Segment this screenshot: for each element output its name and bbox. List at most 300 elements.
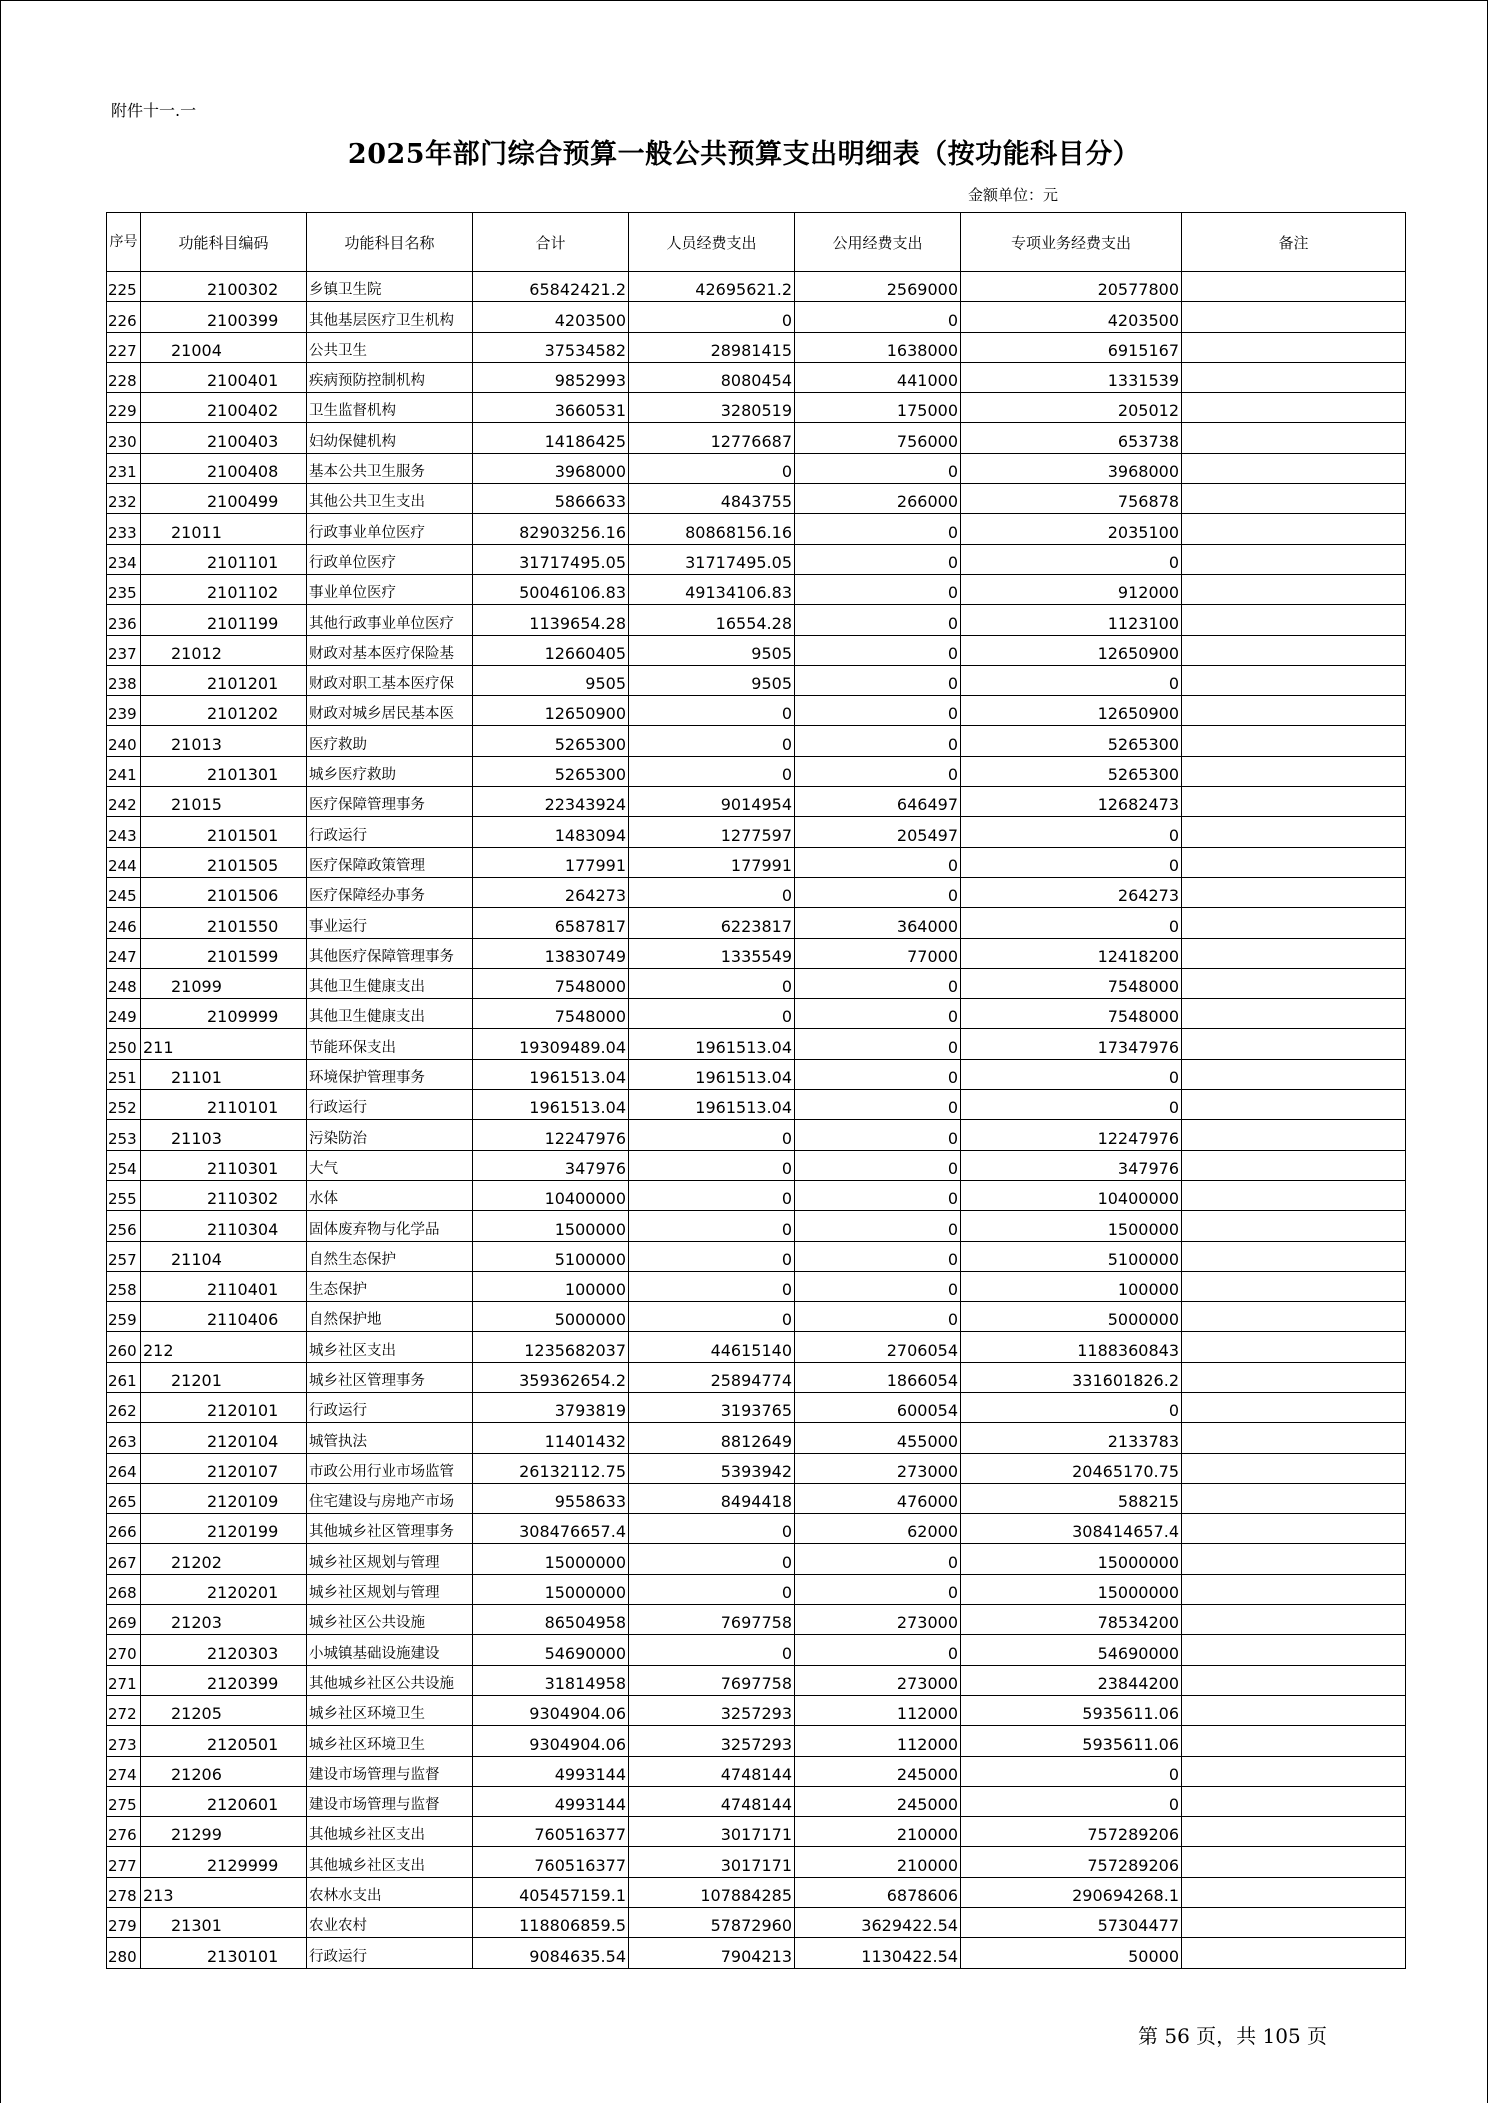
table-row <box>107 1150 1406 1180</box>
cell-code <box>141 605 307 635</box>
cell-seq: 240 <box>107 726 141 756</box>
cell-public: 0 <box>795 302 961 332</box>
cell-seq: 233 <box>107 514 141 544</box>
cell-name: 其他城乡社区管理事务 <box>307 1514 473 1544</box>
cell-special: 264273 <box>961 877 1182 907</box>
code-text: 2110301 <box>207 1158 279 1178</box>
cell-seq: 237 <box>107 635 141 665</box>
cell-special: 12650900 <box>961 635 1182 665</box>
header-special: 专项业务经费支出 <box>961 213 1182 272</box>
cell-total: 14186425 <box>473 423 629 453</box>
cell-personnel: 0 <box>629 1180 795 1210</box>
cell-public: 0 <box>795 1241 961 1271</box>
cell-personnel: 3257293 <box>629 1726 795 1756</box>
cell-personnel: 0 <box>629 1211 795 1241</box>
cell-name: 城乡社区管理事务 <box>307 1362 473 1392</box>
table-row <box>107 1302 1406 1332</box>
cell-public: 112000 <box>795 1695 961 1725</box>
cell-public: 0 <box>795 605 961 635</box>
cell-personnel: 4748144 <box>629 1786 795 1816</box>
cell-personnel: 16554.28 <box>629 605 795 635</box>
cell-personnel: 1961513.04 <box>629 1059 795 1089</box>
cell-name: 城乡社区环境卫生 <box>307 1726 473 1756</box>
code-text: 21203 <box>171 1613 222 1633</box>
cell-personnel: 42695621.2 <box>629 272 795 302</box>
cell-personnel: 1961513.04 <box>629 1029 795 1059</box>
cell-code <box>141 1150 307 1180</box>
cell-remark <box>1182 1059 1406 1089</box>
cell-code <box>141 877 307 907</box>
cell-seq: 227 <box>107 332 141 362</box>
table-row <box>107 1574 1406 1604</box>
cell-remark <box>1182 696 1406 726</box>
cell-name: 行政运行 <box>307 1938 473 1968</box>
cell-special: 6915167 <box>961 332 1182 362</box>
code-text: 21099 <box>171 977 222 997</box>
cell-seq: 257 <box>107 1241 141 1271</box>
cell-personnel: 0 <box>629 1544 795 1574</box>
cell-total: 15000000 <box>473 1544 629 1574</box>
cell-special: 5935611.06 <box>961 1726 1182 1756</box>
cell-remark <box>1182 1574 1406 1604</box>
table-row <box>107 696 1406 726</box>
cell-total: 308476657.4 <box>473 1514 629 1544</box>
cell-public: 0 <box>795 847 961 877</box>
cell-special: 347976 <box>961 1150 1182 1180</box>
cell-personnel: 57872960 <box>629 1908 795 1938</box>
cell-public: 0 <box>795 1120 961 1150</box>
cell-remark <box>1182 1423 1406 1453</box>
cell-name: 农林水支出 <box>307 1877 473 1907</box>
table-row <box>107 1241 1406 1271</box>
cell-remark <box>1182 302 1406 332</box>
code-text: 2100499 <box>207 492 279 512</box>
cell-personnel: 0 <box>629 1635 795 1665</box>
code-text: 2120201 <box>207 1583 279 1603</box>
cell-total: 26132112.75 <box>473 1453 629 1483</box>
cell-name: 行政运行 <box>307 817 473 847</box>
code-text: 2101550 <box>207 916 279 936</box>
cell-total: 4993144 <box>473 1786 629 1816</box>
table-row <box>107 272 1406 302</box>
code-text: 2120199 <box>207 1522 279 1542</box>
cell-code <box>141 1514 307 1544</box>
cell-total: 100000 <box>473 1271 629 1301</box>
cell-public: 0 <box>795 1271 961 1301</box>
cell-special: 2133783 <box>961 1423 1182 1453</box>
code-text: 2110302 <box>207 1189 279 1209</box>
cell-seq: 272 <box>107 1695 141 1725</box>
cell-seq: 261 <box>107 1362 141 1392</box>
cell-total: 5866633 <box>473 484 629 514</box>
cell-total: 264273 <box>473 877 629 907</box>
cell-seq: 241 <box>107 756 141 786</box>
cell-remark <box>1182 1605 1406 1635</box>
cell-name: 自然生态保护 <box>307 1241 473 1271</box>
cell-public: 266000 <box>795 484 961 514</box>
cell-total: 9304904.06 <box>473 1726 629 1756</box>
page-title: 2025年部门综合预算一般公共预算支出明细表（按功能科目分） <box>347 139 1141 170</box>
cell-personnel: 0 <box>629 1120 795 1150</box>
cell-name: 财政对基本医疗保险基 <box>307 635 473 665</box>
cell-total: 1139654.28 <box>473 605 629 635</box>
cell-public: 646497 <box>795 787 961 817</box>
cell-seq: 278 <box>107 1877 141 1907</box>
cell-public: 476000 <box>795 1483 961 1513</box>
cell-code <box>141 423 307 453</box>
cell-special: 5265300 <box>961 726 1182 756</box>
cell-remark <box>1182 908 1406 938</box>
code-text: 2120101 <box>207 1401 279 1421</box>
cell-seq: 277 <box>107 1847 141 1877</box>
code-text: 2101202 <box>207 704 279 724</box>
cell-seq: 273 <box>107 1726 141 1756</box>
cell-personnel: 0 <box>629 696 795 726</box>
cell-special: 5265300 <box>961 756 1182 786</box>
cell-public: 1866054 <box>795 1362 961 1392</box>
cell-code <box>141 1665 307 1695</box>
cell-special: 10400000 <box>961 1180 1182 1210</box>
table-row <box>107 1180 1406 1210</box>
cell-public: 756000 <box>795 423 961 453</box>
cell-public: 0 <box>795 1090 961 1120</box>
cell-personnel: 0 <box>629 756 795 786</box>
code-text: 2100401 <box>207 371 279 391</box>
cell-seq: 267 <box>107 1544 141 1574</box>
cell-name: 建设市场管理与监督 <box>307 1756 473 1786</box>
cell-special: 0 <box>961 1059 1182 1089</box>
cell-remark <box>1182 332 1406 362</box>
cell-total: 3793819 <box>473 1392 629 1422</box>
table-body <box>107 272 1406 1969</box>
cell-code <box>141 362 307 392</box>
cell-special: 0 <box>961 1786 1182 1816</box>
cell-name: 环境保护管理事务 <box>307 1059 473 1089</box>
code-text: 2101506 <box>207 886 279 906</box>
cell-special: 0 <box>961 908 1182 938</box>
cell-seq: 280 <box>107 1938 141 1968</box>
cell-total: 5100000 <box>473 1241 629 1271</box>
cell-code <box>141 1029 307 1059</box>
code-text: 2110406 <box>207 1310 279 1330</box>
code-text: 2120399 <box>207 1673 279 1693</box>
cell-code <box>141 514 307 544</box>
cell-code <box>141 1938 307 1968</box>
cell-code <box>141 1635 307 1665</box>
cell-seq: 234 <box>107 544 141 574</box>
cell-public: 0 <box>795 968 961 998</box>
code-text: 2120303 <box>207 1643 279 1663</box>
cell-name: 其他卫生健康支出 <box>307 968 473 998</box>
cell-remark <box>1182 1756 1406 1786</box>
cell-public: 273000 <box>795 1605 961 1635</box>
cell-code <box>141 484 307 514</box>
cell-personnel: 177991 <box>629 847 795 877</box>
cell-seq: 239 <box>107 696 141 726</box>
cell-code <box>141 756 307 786</box>
cell-total: 13830749 <box>473 938 629 968</box>
cell-special: 5100000 <box>961 1241 1182 1271</box>
code-text: 2101201 <box>207 674 279 694</box>
cell-name: 建设市场管理与监督 <box>307 1786 473 1816</box>
table-row <box>107 544 1406 574</box>
cell-remark <box>1182 1908 1406 1938</box>
code-text: 21103 <box>171 1128 222 1148</box>
cell-total: 405457159.1 <box>473 1877 629 1907</box>
cell-special: 12418200 <box>961 938 1182 968</box>
cell-special: 5000000 <box>961 1302 1182 1332</box>
cell-personnel: 25894774 <box>629 1362 795 1392</box>
table-row <box>107 1332 1406 1362</box>
cell-personnel: 4748144 <box>629 1756 795 1786</box>
cell-code <box>141 1302 307 1332</box>
cell-code <box>141 544 307 574</box>
cell-total: 15000000 <box>473 1574 629 1604</box>
code-text: 2100302 <box>207 280 279 300</box>
cell-code <box>141 1423 307 1453</box>
table-row <box>107 514 1406 544</box>
cell-special: 331601826.2 <box>961 1362 1182 1392</box>
code-text: 211 <box>143 1037 174 1057</box>
cell-code <box>141 1726 307 1756</box>
cell-remark <box>1182 1180 1406 1210</box>
cell-personnel: 4843755 <box>629 484 795 514</box>
cell-code <box>141 1786 307 1816</box>
cell-code <box>141 1211 307 1241</box>
code-text: 2129999 <box>207 1855 279 1875</box>
cell-seq: 269 <box>107 1605 141 1635</box>
cell-remark <box>1182 574 1406 604</box>
cell-personnel: 12776687 <box>629 423 795 453</box>
cell-code <box>141 1847 307 1877</box>
code-text: 2120107 <box>207 1461 279 1481</box>
table-row <box>107 787 1406 817</box>
cell-seq: 245 <box>107 877 141 907</box>
cell-remark <box>1182 1938 1406 1968</box>
cell-special: 7548000 <box>961 999 1182 1029</box>
cell-personnel: 28981415 <box>629 332 795 362</box>
code-text: 21202 <box>171 1552 222 1572</box>
cell-name: 固体废弃物与化学品 <box>307 1211 473 1241</box>
cell-name: 住宅建设与房地产市场 <box>307 1483 473 1513</box>
cell-special: 12247976 <box>961 1120 1182 1150</box>
code-text: 2100399 <box>207 310 279 330</box>
cell-remark <box>1182 1332 1406 1362</box>
cell-total: 12650900 <box>473 696 629 726</box>
cell-special: 757289206 <box>961 1847 1182 1877</box>
cell-seq: 258 <box>107 1271 141 1301</box>
cell-code <box>141 1605 307 1635</box>
cell-code <box>141 393 307 423</box>
cell-code <box>141 1544 307 1574</box>
table-row <box>107 1453 1406 1483</box>
table-row <box>107 1392 1406 1422</box>
cell-special: 0 <box>961 665 1182 695</box>
cell-remark <box>1182 665 1406 695</box>
table-header-row <box>107 213 1406 272</box>
cell-public: 0 <box>795 1302 961 1332</box>
cell-code <box>141 1695 307 1725</box>
cell-total: 5000000 <box>473 1302 629 1332</box>
cell-code <box>141 332 307 362</box>
code-text: 2110101 <box>207 1098 279 1118</box>
cell-code <box>141 574 307 604</box>
table-row <box>107 968 1406 998</box>
cell-seq: 242 <box>107 787 141 817</box>
cell-personnel: 8812649 <box>629 1423 795 1453</box>
cell-public: 205497 <box>795 817 961 847</box>
table-row <box>107 1635 1406 1665</box>
table-row <box>107 605 1406 635</box>
cell-total: 22343924 <box>473 787 629 817</box>
cell-name: 城管执法 <box>307 1423 473 1453</box>
cell-special: 15000000 <box>961 1544 1182 1574</box>
cell-special: 757289206 <box>961 1817 1182 1847</box>
cell-personnel: 3017171 <box>629 1817 795 1847</box>
cell-public: 0 <box>795 453 961 483</box>
cell-code <box>141 1392 307 1422</box>
cell-remark <box>1182 1362 1406 1392</box>
cell-seq: 264 <box>107 1453 141 1483</box>
table-row <box>107 1483 1406 1513</box>
cell-public: 0 <box>795 999 961 1029</box>
code-text: 21205 <box>171 1704 222 1724</box>
cell-personnel: 7697758 <box>629 1665 795 1695</box>
cell-remark <box>1182 1029 1406 1059</box>
cell-remark <box>1182 938 1406 968</box>
cell-special: 2035100 <box>961 514 1182 544</box>
cell-seq: 226 <box>107 302 141 332</box>
cell-public: 441000 <box>795 362 961 392</box>
cell-code <box>141 1120 307 1150</box>
cell-special: 20465170.75 <box>961 1453 1182 1483</box>
cell-seq: 243 <box>107 817 141 847</box>
cell-total: 347976 <box>473 1150 629 1180</box>
cell-seq: 259 <box>107 1302 141 1332</box>
cell-seq: 263 <box>107 1423 141 1453</box>
cell-personnel: 0 <box>629 1241 795 1271</box>
cell-public: 0 <box>795 574 961 604</box>
cell-remark <box>1182 1150 1406 1180</box>
table-row <box>107 877 1406 907</box>
table-row <box>107 1605 1406 1635</box>
cell-public: 0 <box>795 1029 961 1059</box>
cell-public: 0 <box>795 1150 961 1180</box>
cell-public: 0 <box>795 635 961 665</box>
code-text: 2130101 <box>207 1946 279 1966</box>
budget-table <box>106 212 1406 1969</box>
cell-special: 4203500 <box>961 302 1182 332</box>
cell-remark <box>1182 877 1406 907</box>
cell-total: 9084635.54 <box>473 1938 629 1968</box>
cell-total: 7548000 <box>473 999 629 1029</box>
cell-remark <box>1182 1877 1406 1907</box>
cell-name: 城乡社区规划与管理 <box>307 1544 473 1574</box>
cell-total: 50046106.83 <box>473 574 629 604</box>
cell-code <box>141 908 307 938</box>
code-text: 2100403 <box>207 431 279 451</box>
table-row <box>107 1029 1406 1059</box>
budget-table-wrapper <box>106 212 1406 1969</box>
cell-special: 308414657.4 <box>961 1514 1182 1544</box>
cell-remark <box>1182 999 1406 1029</box>
cell-special: 1331539 <box>961 362 1182 392</box>
cell-code <box>141 1908 307 1938</box>
cell-public: 6878606 <box>795 1877 961 1907</box>
cell-total: 65842421.2 <box>473 272 629 302</box>
table-row <box>107 574 1406 604</box>
cell-name: 节能环保支出 <box>307 1029 473 1059</box>
cell-personnel: 0 <box>629 1574 795 1604</box>
cell-personnel: 5393942 <box>629 1453 795 1483</box>
cell-total: 11401432 <box>473 1423 629 1453</box>
cell-name: 其他基层医疗卫生机构 <box>307 302 473 332</box>
cell-seq: 268 <box>107 1574 141 1604</box>
cell-personnel: 1335549 <box>629 938 795 968</box>
cell-remark <box>1182 1090 1406 1120</box>
cell-seq: 231 <box>107 453 141 483</box>
cell-personnel: 8080454 <box>629 362 795 392</box>
cell-name: 城乡社区环境卫生 <box>307 1695 473 1725</box>
cell-public: 210000 <box>795 1847 961 1877</box>
cell-remark <box>1182 787 1406 817</box>
cell-remark <box>1182 1241 1406 1271</box>
table-row <box>107 1938 1406 1968</box>
cell-total: 3968000 <box>473 453 629 483</box>
cell-total: 12660405 <box>473 635 629 665</box>
cell-name: 行政单位医疗 <box>307 544 473 574</box>
cell-total: 86504958 <box>473 1605 629 1635</box>
cell-name: 财政对城乡居民基本医 <box>307 696 473 726</box>
cell-personnel: 0 <box>629 726 795 756</box>
cell-code <box>141 1483 307 1513</box>
cell-remark <box>1182 544 1406 574</box>
cell-personnel: 44615140 <box>629 1332 795 1362</box>
code-text: 213 <box>143 1886 174 1906</box>
code-text: 2101199 <box>207 613 279 633</box>
header-seq: 序号 <box>107 213 141 272</box>
cell-seq: 255 <box>107 1180 141 1210</box>
cell-remark <box>1182 817 1406 847</box>
cell-public: 600054 <box>795 1392 961 1422</box>
header-total: 合计 <box>473 213 629 272</box>
cell-seq: 254 <box>107 1150 141 1180</box>
cell-special: 653738 <box>961 423 1182 453</box>
cell-seq: 246 <box>107 908 141 938</box>
cell-name: 疾病预防控制机构 <box>307 362 473 392</box>
cell-special: 100000 <box>961 1271 1182 1301</box>
cell-special: 205012 <box>961 393 1182 423</box>
cell-code <box>141 635 307 665</box>
cell-special: 912000 <box>961 574 1182 604</box>
cell-seq: 249 <box>107 999 141 1029</box>
cell-personnel: 7904213 <box>629 1938 795 1968</box>
code-text: 212 <box>143 1340 174 1360</box>
cell-remark <box>1182 1271 1406 1301</box>
cell-name: 水体 <box>307 1180 473 1210</box>
cell-special: 0 <box>961 847 1182 877</box>
table-row <box>107 1362 1406 1392</box>
table-row <box>107 453 1406 483</box>
cell-code <box>141 1241 307 1271</box>
cell-seq: 248 <box>107 968 141 998</box>
cell-public: 273000 <box>795 1665 961 1695</box>
cell-name: 市政公用行业市场监管 <box>307 1453 473 1483</box>
cell-seq: 230 <box>107 423 141 453</box>
cell-seq: 260 <box>107 1332 141 1362</box>
cell-remark <box>1182 393 1406 423</box>
table-row <box>107 1423 1406 1453</box>
